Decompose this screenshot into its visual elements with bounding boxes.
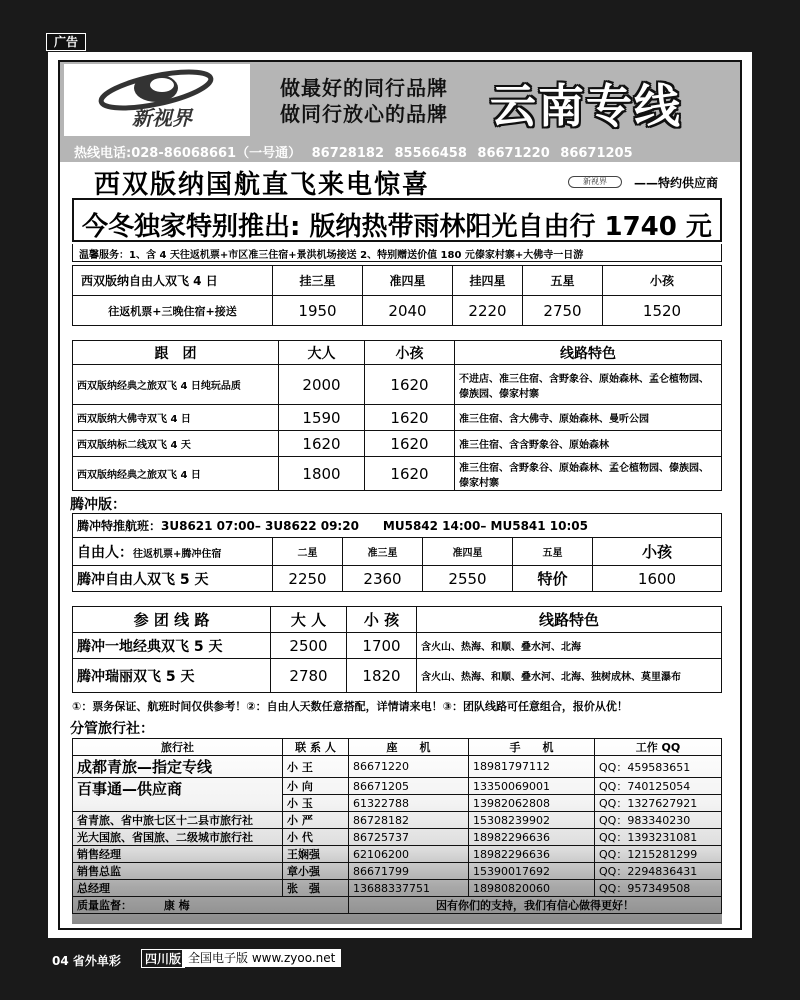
- price-cell: 2750: [523, 296, 603, 326]
- table-row: [73, 812, 722, 829]
- page-number: 04 省外单彩: [52, 954, 121, 968]
- agency-name: 销售总监: [73, 863, 283, 880]
- adult-price: 1620: [279, 431, 365, 457]
- phone: 86671799: [349, 863, 469, 880]
- route-name: 腾冲瑞丽双飞 5 天: [73, 659, 271, 693]
- agency-table: [72, 738, 722, 914]
- table-row: [73, 514, 722, 538]
- flight-info: 腾冲特推航班：3U8621 07:00– 3U8622 09:20 MU5842 14:00– MU5841 10:05: [73, 514, 722, 538]
- service-notice: 温馨服务：1、含 4 天往返机票+市区准三住宿+景洪机场接送 2、特别赠送价值 180 元傣家村寨+大佛寺一日游: [72, 244, 722, 262]
- qq: QQ：740125054: [595, 778, 722, 795]
- headline: 西双版纳国航直飞来电惊喜: [94, 170, 431, 200]
- child-price: 1620: [365, 405, 455, 431]
- table-row: [73, 266, 722, 296]
- sponsor-text: ——特约供应商: [634, 176, 719, 190]
- table-row: [73, 538, 722, 566]
- contact: 张 强: [283, 880, 349, 897]
- phone: 62106200: [349, 846, 469, 863]
- route-feature: 含火山、热海、和顺、叠水河、北海、独树成林、莫里瀑布: [417, 659, 722, 693]
- header-cell: 小孩: [593, 538, 722, 566]
- phone: 86671220: [349, 756, 469, 778]
- table-row: [73, 633, 722, 659]
- contact: 小 王: [283, 756, 349, 778]
- qq: QQ：459583651: [595, 756, 722, 778]
- table-row: [73, 829, 722, 846]
- phone: 61322788: [349, 795, 469, 812]
- agency-name: 总经理: [73, 880, 283, 897]
- table-row: [73, 863, 722, 880]
- agency-name: 成都青旅—指定专线: [73, 756, 283, 778]
- contact: 王娴强: [283, 846, 349, 863]
- header-cell: 二星: [273, 538, 343, 566]
- agency-label: 分管旅行社：: [70, 721, 154, 737]
- tengchong-label: 腾冲版：: [70, 497, 126, 513]
- header-cell: 参 团 线 路: [73, 607, 271, 633]
- header-cell: 联 系 人: [283, 739, 349, 756]
- adult-price: 1590: [279, 405, 365, 431]
- route-name: 西双版纳标二线双飞 4 天: [73, 431, 279, 457]
- agency-name: 光大国旅、省国旅、二级城市旅行社: [73, 829, 283, 846]
- table-row: [73, 846, 722, 863]
- price-cell: 2250: [273, 566, 343, 592]
- header-cell: 五星: [513, 538, 593, 566]
- adult-price: 2780: [271, 659, 347, 693]
- qq: QQ：957349508: [595, 880, 722, 897]
- header-cell: 大人: [279, 341, 365, 365]
- supervisor-name: 康 梅: [163, 899, 190, 912]
- table-row: [73, 566, 722, 592]
- adult-price: 1800: [279, 457, 365, 491]
- mobile: 18981797112: [469, 756, 595, 778]
- header-cell: 小孩: [603, 266, 722, 296]
- header-cell: 小孩: [365, 341, 455, 365]
- free-label-cell: [73, 538, 273, 566]
- route-name: 西双版纳经典之旅双飞 4 日: [73, 457, 279, 491]
- price-cell: 2360: [343, 566, 423, 592]
- mobile: 18980820060: [469, 880, 595, 897]
- header-cell: 准三星: [343, 538, 423, 566]
- mobile: 18982296636: [469, 846, 595, 863]
- agency-name: 省青旅、省中旅七区十二县市旅行社: [73, 812, 283, 829]
- header-cell: 大 人: [271, 607, 347, 633]
- header-cell: 跟 团: [73, 341, 279, 365]
- website-label: 全国电子版 www.zyoo.net: [182, 949, 341, 967]
- slogan-line-2: 做同行放心的品牌: [280, 102, 448, 126]
- group-tour-table: [72, 340, 722, 491]
- table-row: [73, 365, 722, 405]
- table-row: [73, 431, 722, 457]
- free-note: 往返机票+腾冲住宿: [133, 548, 222, 560]
- child-price: 1620: [365, 431, 455, 457]
- header-cell: 旅行社: [73, 739, 283, 756]
- qq: QQ：1215281299: [595, 846, 722, 863]
- price-cell: 特价: [513, 566, 593, 592]
- sponsor-logo: 新视界: [568, 176, 622, 188]
- ad-sheet: [48, 52, 752, 938]
- free-label: 自由人：: [77, 544, 133, 561]
- price-cell: 2550: [423, 566, 513, 592]
- mobile: 15308239902: [469, 812, 595, 829]
- route-name: 腾冲一地经典双飞 5 天: [73, 633, 271, 659]
- ad-tag: 广告: [46, 33, 86, 51]
- logo-text: 新视界: [132, 106, 192, 130]
- qq: QQ：1393231081: [595, 829, 722, 846]
- route-feature: 准三住宿、含含野象谷、原始森林: [455, 431, 722, 457]
- qq: QQ：1327627921: [595, 795, 722, 812]
- table-row: [73, 457, 722, 491]
- header-cell: 线路特色: [417, 607, 722, 633]
- price-cell: 1520: [603, 296, 722, 326]
- adult-price: 2000: [279, 365, 365, 405]
- route-name: 西双版纳大佛寺双飞 4 日: [73, 405, 279, 431]
- header-cell: 五星: [523, 266, 603, 296]
- agency-name: 百事通—供应商: [73, 778, 283, 812]
- table-row: [73, 607, 722, 633]
- contact: 小 代: [283, 829, 349, 846]
- tengchong-group-table: [72, 606, 722, 693]
- phone: 13688337751: [349, 880, 469, 897]
- ad-frame: [58, 60, 742, 930]
- qq: QQ：983340230: [595, 812, 722, 829]
- supervisor-label: 质量监督：: [77, 899, 132, 912]
- price-cell: 1950: [273, 296, 363, 326]
- table-row: [73, 739, 722, 756]
- contact: 章小强: [283, 863, 349, 880]
- tengchong-free-table: [72, 513, 722, 592]
- phone: 86725737: [349, 829, 469, 846]
- route-feature: 准三住宿、含野象谷、原始森林、孟仑植物园、傣族园、傣家村寨: [455, 457, 722, 491]
- qq: QQ：2294836431: [595, 863, 722, 880]
- child-price: 1700: [347, 633, 417, 659]
- price-cell: 2040: [363, 296, 453, 326]
- route-feature: 准三住宿、含大佛寺、原始森林、曼听公园: [455, 405, 722, 431]
- xsbn-free-note: 往返机票+三晚住宿+接送: [73, 296, 273, 326]
- route-feature: 不进店、准三住宿、含野象谷、原始森林、孟仑植物园、傣族园、傣家村寨: [455, 365, 722, 405]
- header-cell: 手 机: [469, 739, 595, 756]
- hotline: 热线电话:028-86068661（一号通） 86728182 85566458 86671220 86671205: [74, 146, 633, 161]
- xsbn-free-table: [72, 265, 722, 326]
- mobile: 15390017692: [469, 863, 595, 880]
- notes: ①：票务保证、航班时间仅供参考！②：自由人天数任意搭配，详情请来电！③：团队线路可任意组合，报价从优！: [72, 700, 628, 713]
- mobile: 13350069001: [469, 778, 595, 795]
- agency-section: [72, 738, 722, 924]
- contact: 小 严: [283, 812, 349, 829]
- brand-title: 云南专线: [490, 79, 682, 133]
- phone: 86671205: [349, 778, 469, 795]
- closing-message: 因有你们的支持，我们有信心做得更好！: [349, 897, 722, 914]
- child-price: 1820: [347, 659, 417, 693]
- header-cell: 准四星: [423, 538, 513, 566]
- route-name: 西双版纳经典之旅双飞 4 日纯玩品质: [73, 365, 279, 405]
- header-cell: 工作 QQ: [595, 739, 722, 756]
- contact: 小 向: [283, 778, 349, 795]
- edition-badge: 四川版: [141, 949, 185, 968]
- header-cell: 准四星: [363, 266, 453, 296]
- brand-logo: [64, 64, 250, 136]
- supervisor-cell: [73, 897, 349, 914]
- slogan-line-1: 做最好的同行品牌: [280, 76, 448, 100]
- promo-banner: 今冬独家特别推出: 版纳热带雨林阳光自由行 1740 元: [72, 198, 722, 242]
- mobile: 13982062808: [469, 795, 595, 812]
- agency-name: 销售经理: [73, 846, 283, 863]
- table-row: [73, 880, 722, 897]
- table-row: [73, 405, 722, 431]
- header-banner: [60, 62, 740, 162]
- price-cell: 1600: [593, 566, 722, 592]
- free-title: 腾冲自由人双飞 5 天: [73, 566, 273, 592]
- header-cell: 线路特色: [455, 341, 722, 365]
- header-cell: 座 机: [349, 739, 469, 756]
- table-row: [73, 296, 722, 326]
- child-price: 1620: [365, 365, 455, 405]
- header-cell: 挂三星: [273, 266, 363, 296]
- contact: 小 玉: [283, 795, 349, 812]
- phone: 86728182: [349, 812, 469, 829]
- header-cell: 挂四星: [453, 266, 523, 296]
- table-row: [73, 659, 722, 693]
- header-cell: 小 孩: [347, 607, 417, 633]
- route-feature: 含火山、热海、和顺、叠水河、北海: [417, 633, 722, 659]
- xsbn-free-title: 西双版纳自由人双飞 4 日: [73, 266, 273, 296]
- table-row: [73, 341, 722, 365]
- mobile: 18982296636: [469, 829, 595, 846]
- price-cell: 2220: [453, 296, 523, 326]
- table-row: [73, 756, 722, 778]
- table-row: [73, 778, 722, 795]
- adult-price: 2500: [271, 633, 347, 659]
- child-price: 1620: [365, 457, 455, 491]
- table-row: [73, 897, 722, 914]
